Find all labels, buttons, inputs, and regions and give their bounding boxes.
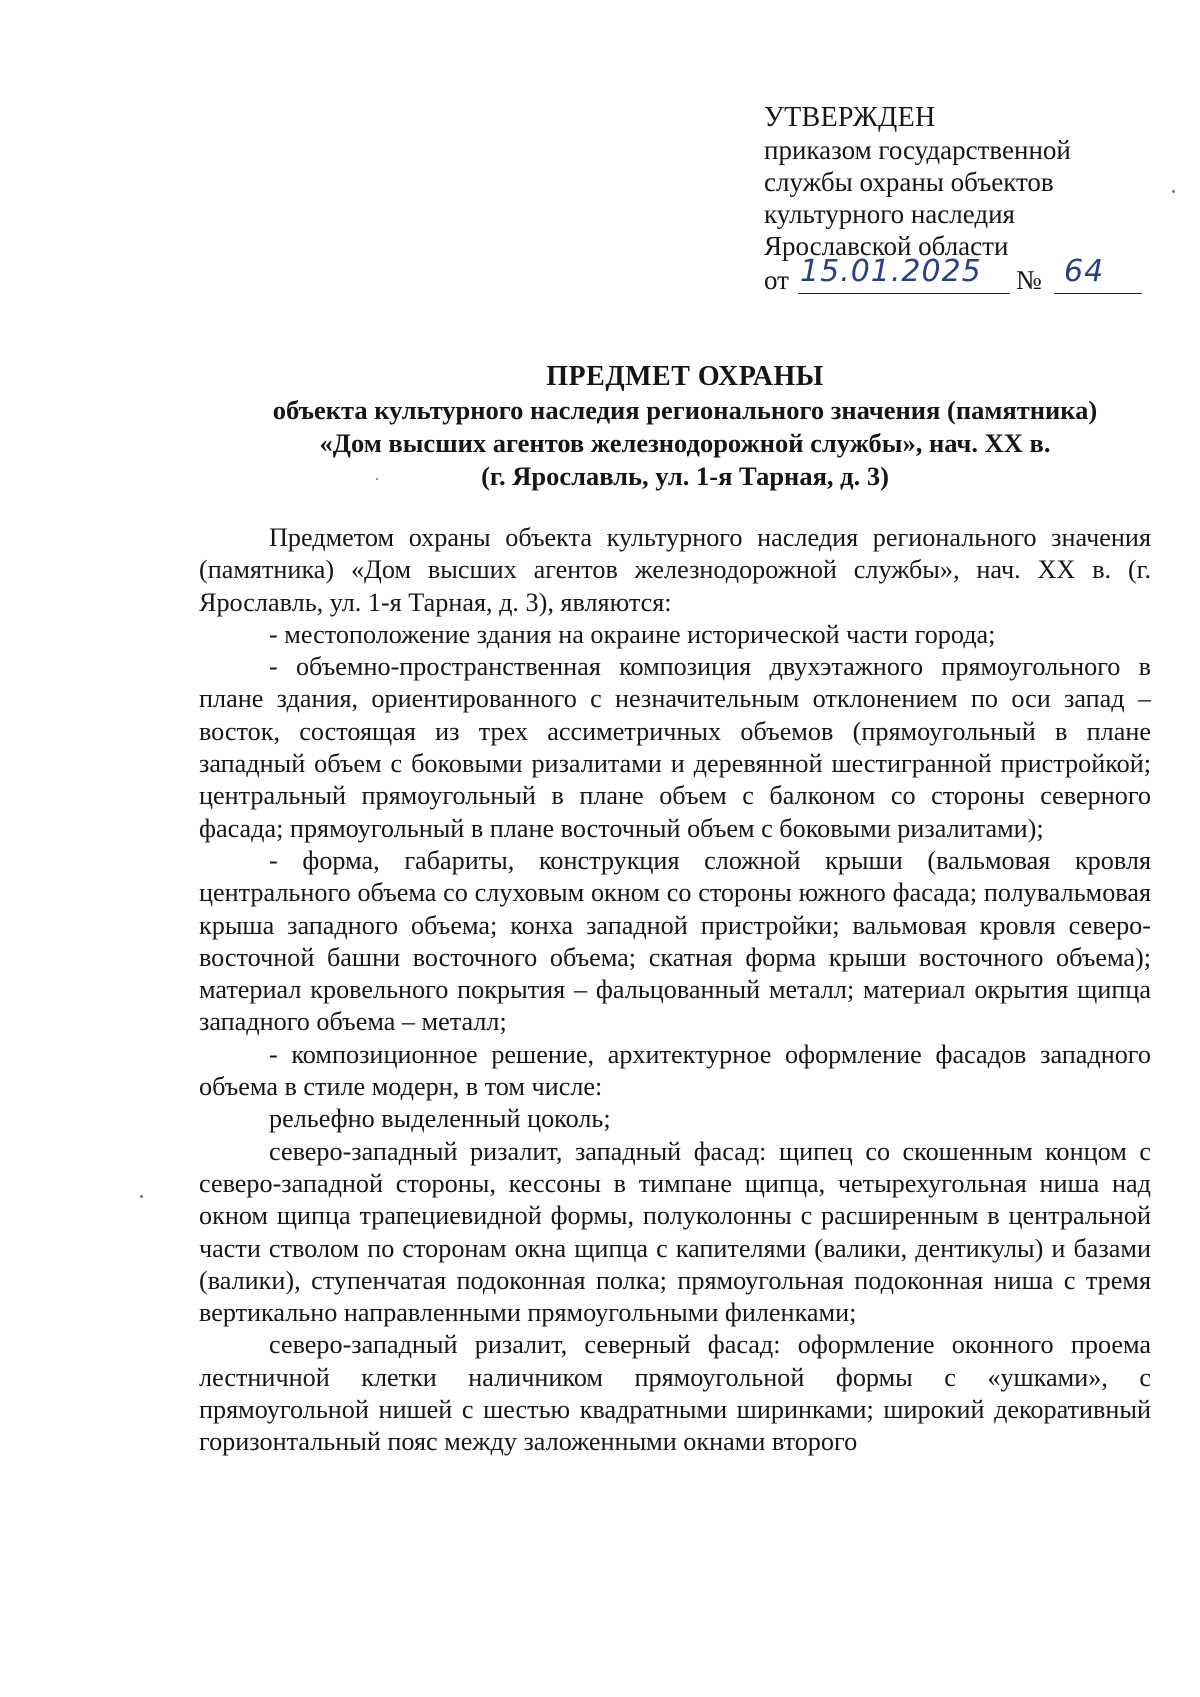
approval-title: УТВЕРЖДЕН bbox=[764, 102, 936, 133]
approval-date-number-row bbox=[764, 254, 1144, 298]
date-underline bbox=[798, 293, 1010, 294]
body-paragraph: северо-западный ризалит, западный фасад: щипец со скошенным концом с северо-западной стороны, кессоны в тимпане щипца, четырехугольная ниша над окном щипца трапециевидной формы, полуколонны с расширенным в центральной части стволом по сторонам окна щипца с капителями (валики, дентикулы) и базами (валики), ступенчатая подоконная полка; прямоугольная подоконная ниша с тремя вертикально направленными прямоугольными филенками; bbox=[199, 1136, 1151, 1328]
scan-speck bbox=[140, 1195, 143, 1198]
handwritten-date: 15.01.2025 bbox=[800, 254, 982, 289]
body-paragraph: северо-западный ризалит, северный фасад: оформление оконного проема лестничной клетки наличником прямоугольной формы с «ушками», с прямоугольной нишей с шестью квадратными ширинками; широкий декоративный горизонтальный пояс между заложенными окнами второго bbox=[199, 1330, 1151, 1457]
scan-speck bbox=[1172, 190, 1175, 193]
approval-line: приказом государственной bbox=[764, 135, 1071, 165]
number-prefix: № bbox=[1016, 265, 1042, 295]
approval-line: Ярославской области bbox=[764, 231, 1009, 261]
approval-line: службы охраны объектов bbox=[764, 167, 1054, 197]
document-title: ПРЕДМЕТ ОХРАНЫ bbox=[546, 361, 824, 392]
body-paragraph: - объемно-пространственная композиция двухэтажного прямоугольного в плане здания, ориентированного с незначительным отклонением по оси запад – восток, состоящая из трех ассиметричных объемов (прямоугольный в плане западный объем с боковыми ризалитами и деревянной шестигранной пристройкой; центральный прямоугольный в плане объем с балконом со стороны северного фасада; прямоугольный в плане восточный объем с боковыми ризалитами); bbox=[199, 652, 1151, 843]
body-paragraph: Предметом охраны объекта культурного наследия регионального значения (памятника) «Дом высших агентов железнодорожной службы», нач. XX в. (г. Ярославль, ул. 1-я Тарная, д. 3), являются: bbox=[199, 523, 1151, 617]
body-paragraph: рельефно выделенный цоколь; bbox=[269, 1104, 611, 1134]
scan-speck bbox=[376, 478, 378, 480]
body-paragraph: - местоположение здания на окраине исторической части города; bbox=[269, 619, 996, 649]
number-underline bbox=[1054, 293, 1142, 294]
approval-block bbox=[764, 102, 1144, 298]
approval-line: культурного наследия bbox=[764, 199, 1015, 229]
body-paragraph: - форма, габариты, конструкция сложной крыши (вальмовая кровля центрального объема со слуховым окном со стороны южного фасада; полувальмовая крыша западного объема; конха западной пристройки; вальмовая кровля северо-восточной башни восточного объема; скатная форма крыши восточного объема); материал кровельного покрытия – фальцованный металл; материал окрытия щипца западного объема – металл; bbox=[199, 845, 1151, 1037]
handwritten-number: 64 bbox=[1064, 254, 1105, 289]
document-subtitle-line: (г. Ярославль, ул. 1-я Тарная, д. 3) bbox=[481, 461, 889, 491]
document-subtitle-line: объекта культурного наследия регионального значения (памятника) bbox=[272, 395, 1098, 425]
body-paragraph: - композиционное решение, архитектурное оформление фасадов западного объема в стиле модерн, в том числе: bbox=[199, 1039, 1151, 1102]
document-body bbox=[199, 522, 1151, 1459]
document-subtitle-line: «Дом высших агентов железнодорожной службы», нач. XX в. bbox=[319, 428, 1051, 458]
document-title-block bbox=[190, 360, 1180, 493]
date-prefix: от bbox=[764, 265, 789, 295]
